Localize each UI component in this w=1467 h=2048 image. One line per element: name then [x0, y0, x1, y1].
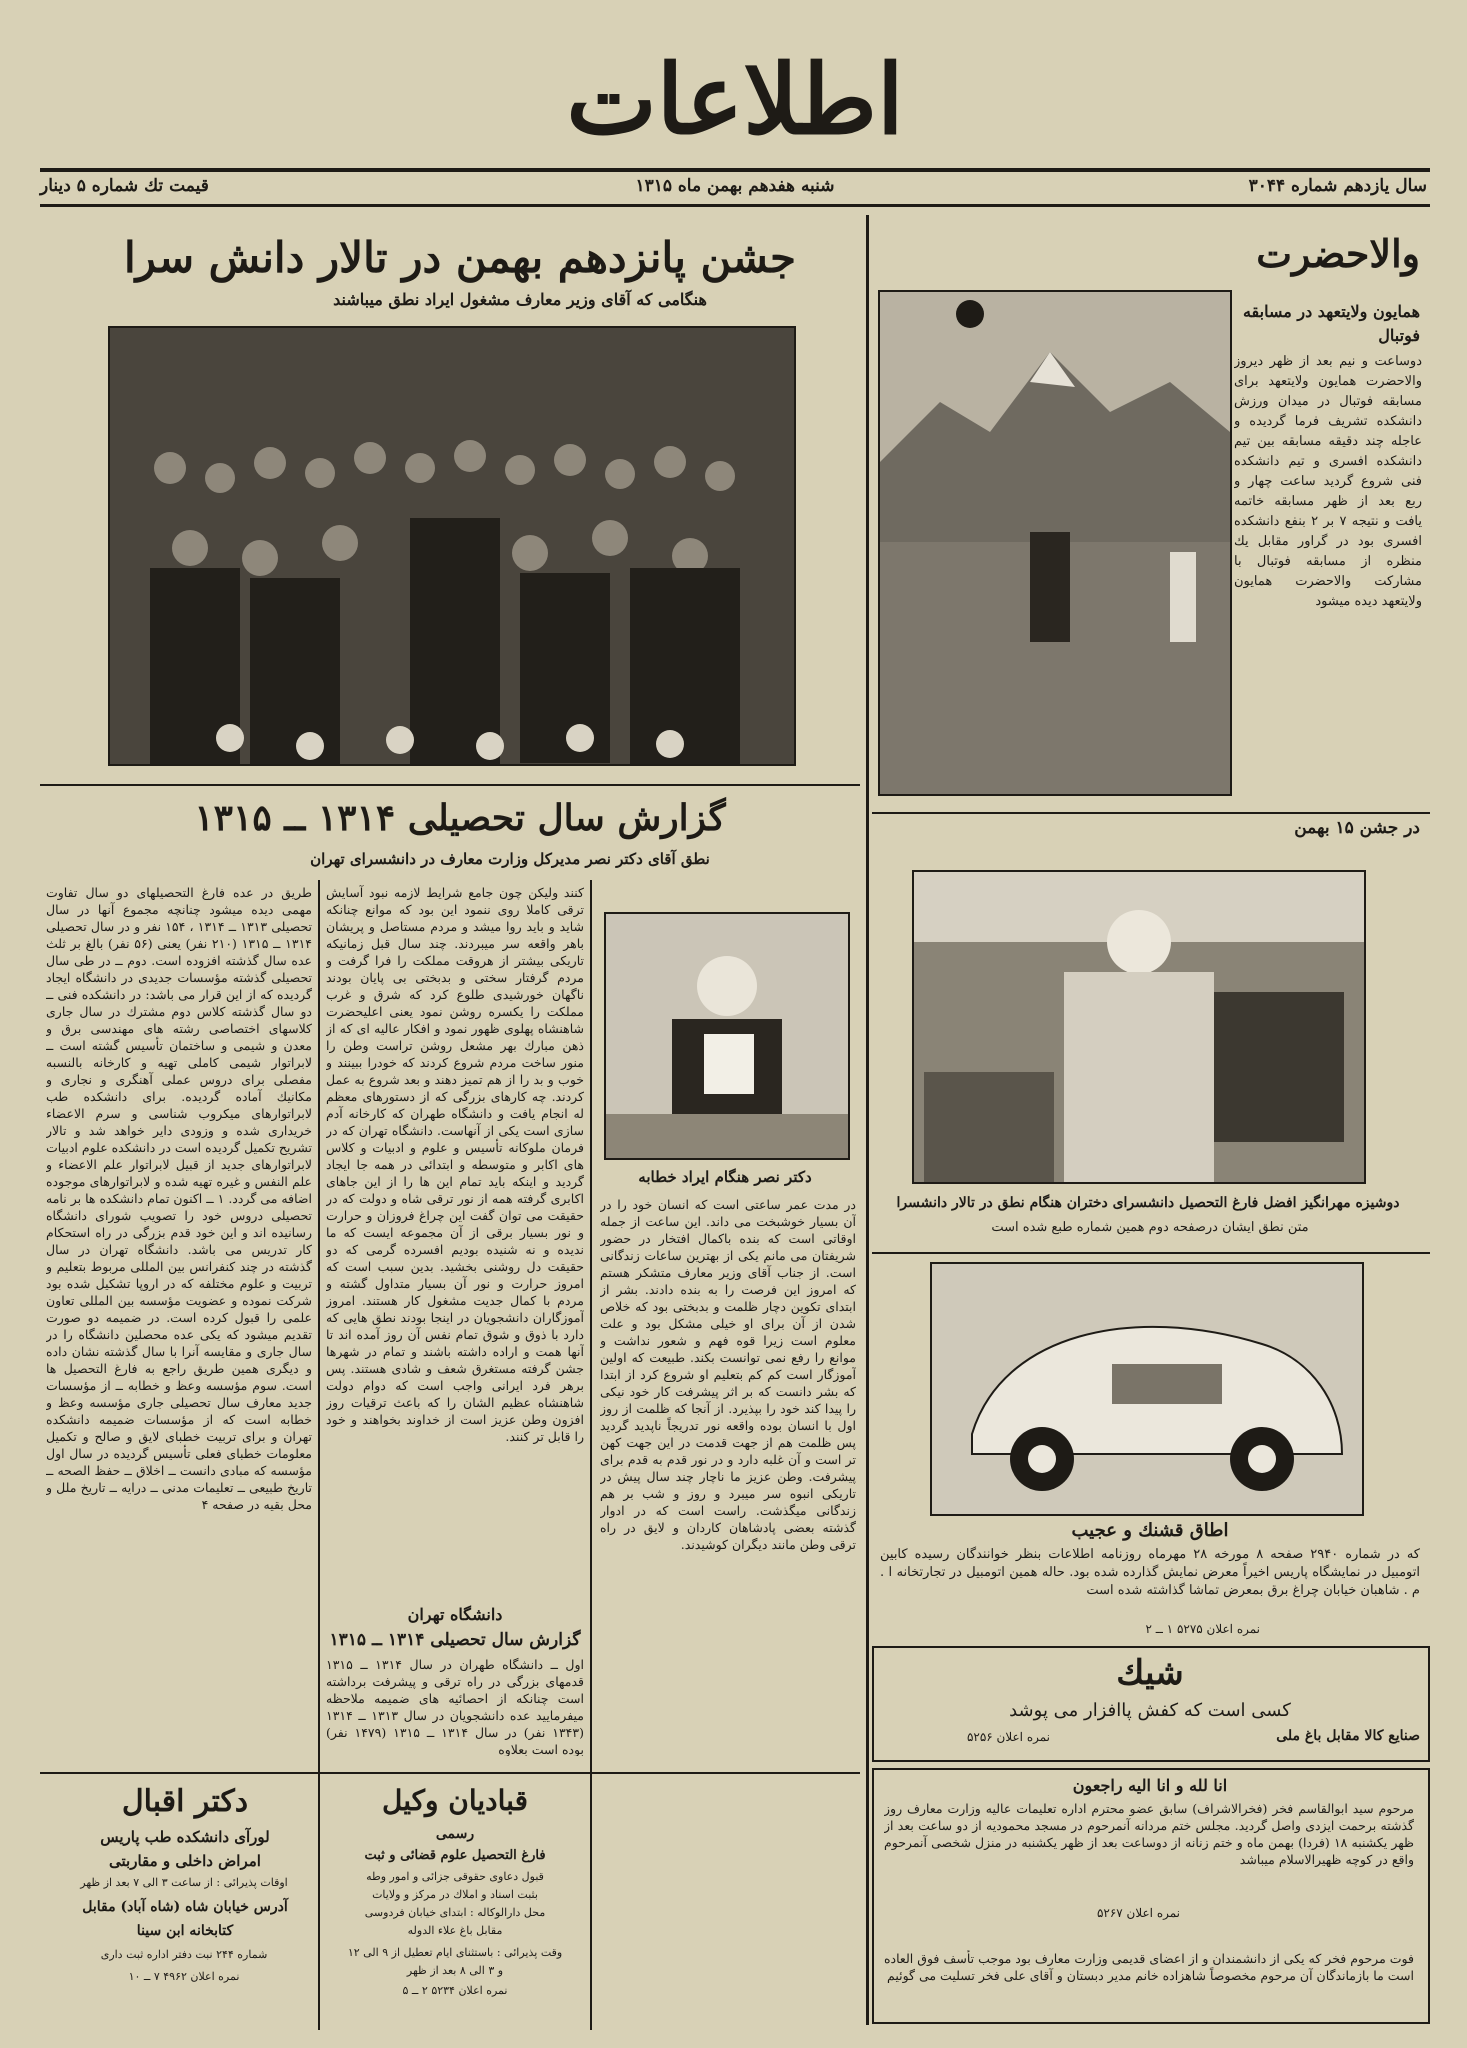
doctor-ad-line6: شماره ۲۴۴ نبت دفتر اداره ثبت داری — [100, 1948, 268, 1961]
report-column-right: طریق در عده فارغ التحصیلهای دو سال تفاوت مهمی دیده میشود چنانچه مجموع آنها در سال تحصیلی ۱۳۱۳ ــ ۱۳۱۴ ، ۱۵۴ نفر و در سال تحصیلی ۱۳۱۴ ــ ۱۳۱۵ (۲۱۰ نفر) یعنی (۵۶ نفر) بالغ بر ثلث عده سال گذشته افزوده است. دوم ــ در طی سال تحصیلی گذشته مؤسسات جدیدی در دانشگاه ایجاد گردیده که از این قرار می باشد: در دانشکده فنی ــ دو سال گذشته کلاس دوم مشترك در سال جاری کلاسهای اختصاصی رشته های مهندسی برق و معدن و شیمی و ساختمان تأسیس گشته است ــ لابراتوار شیمی کاملی تهیه و کارخانه بالنسبه مفصلی برای دروس عملی آهنگری و نجاری و مکانیك آماده گردیده. برای دانشکده طب لابراتوارهای میکروب شناسی و سرم الاعضاء خریداری شده و وزودی دایر خواهد شد و تالار تشریح تکمیل گردیده است در دانشکده علوم ادبیات لابراتوارهای جدید از قبیل لابراتوار علم الاعضاء و علم النفس و غیره تهیه شده و لابراتوارهای موجوده اضافه می گردد. ۱ ــ اکنون تمام دانشکده ها بر نامه تحصیلی دروس خود را تصویب شورای دانشگاه رسانیده اند و این خود قدم بزرگی در راه استحکام کار تدریس می باشد. دانشگاه تهران در سال گذشته در چند کنفرانس بین المللی مربوط بتعلیم و تربیت و علوم مختلفه که در اروپا تشکیل شده بود شرکت نموده و عضویت مؤسسه بین المللی تعاون علمی را قبول کرده است. در ضمیمه دو صورت تقدیم میشود که یکی عده محصلین دانشگاه را در سال جاری و مقایسه آنرا با سال گذشته نشان داده و دیگری همین طریق راجع به فارغ التحصیل ها است. سوم مؤسسه وعظ و خطابه ــ از مؤسسات جدید معارف سال تحصیلی جاری مؤسسه وعظ و خطابه است که از مؤسسات ضمیمه دانشکده تهران و برای تربیت خطبای لایق و صالح و تکمیل معلومات خطبای فعلی تأسیس گردیده در سال اول مؤسسه که مبادی دانست ــ اخلاق ــ حفظ الصحه ــ تاریخ طبیعی ــ تعلیمات مدنی ــ درایه ــ تاریخ ملل و محل بقیه در صفحه ۴ — [46, 885, 312, 1512]
sports-rule — [872, 812, 1430, 814]
masthead-rule-bottom — [40, 204, 1430, 207]
lawyer-ad-line1: رسمی — [435, 1826, 475, 1842]
lawyer-ad-line8: و ۳ الی ۸ بعد از ظهر — [406, 1964, 504, 1977]
doctor-ad-number: نمره اعلان ۴۹۶۲ ۷ ــ ۱۰ — [128, 1970, 240, 1983]
doctor-ad-line4: آدرس خیابان شاه (شاه آباد) مقابل — [82, 1899, 288, 1915]
lawyer-ad-line4: بثبت اسناد و املاك در مرکز و ولایات — [372, 1888, 538, 1901]
lawyer-ad-line7: وقت پذیرائی : باستثنای ایام تعطیل از ۹ الی ۱۲ — [347, 1946, 563, 1959]
lawyer-ad-line2: فارغ التحصیل علوم قضائی و ثبت — [364, 1848, 546, 1863]
main-story-title: جشن پانزدهم بهمن در تالار دانش سرا — [124, 233, 796, 282]
dr-nasr-photo — [604, 912, 850, 1160]
issue-number: سال یازدهم شماره ۳۰۴۴ — [1248, 176, 1427, 196]
doctor-ad-line3: اوقات پذیرائی : از ساعت ۳ الی ۷ بعد از ظهر — [80, 1876, 288, 1889]
football-photo — [878, 290, 1232, 796]
ads-rule — [40, 1772, 860, 1774]
celebration-rule — [872, 1252, 1430, 1254]
report-subtitle: نطق آقای دکتر نصر مدیرکل وزارت معارف در دانشسرای تهران — [310, 850, 710, 868]
lawyer-ad-title: قبادیان وکیل — [382, 1784, 528, 1817]
obituary-body: مرحوم سید ابوالقاسم فخر (فخرالاشراف) سابق عضو محترم اداره تعلیمات عالیه وزارت معارف روز گذشته برحمت ایزدی واصل گردید. مجلس ختم مردانه آنمرحوم در مسجد محمودیه از دو ساعت بعد از ظهر یکشنبه ۱۸ (فردا) بهمن ماه و ختم زنانه از دوساعت بعد از ظهر یکشنبه در منزل شخصی آنمرحوم واقع در کوچه ظهیرالاسلام میباشد — [884, 1801, 1414, 1867]
report-title: گزارش سال تحصیلی ۱۳۱۴ ــ ۱۳۱۵ — [194, 797, 726, 839]
report-rule-top — [40, 784, 860, 786]
lawyer-ad-number: نمره اعلان ۵۲۳۴ ۲ ــ ۵ — [402, 1984, 508, 1997]
celebration-caption: دوشیزه مهرانگیز افضل فارغ التحصیل دانشسرای دختران هنگام نطق در تالار دانشسرا — [896, 1195, 1400, 1211]
ceremony-photo — [108, 326, 796, 766]
doctor-ad-line1: لورآی دانشکده طب پاریس — [100, 1828, 270, 1846]
issue-date: شنبه هفدهم بهمن ماه ۱۳۱۵ — [635, 176, 835, 196]
obituary-title: انا لله و انا الیه راجعون — [1072, 1776, 1228, 1795]
report-column-middle: کنند ولیکن چون جامع شرایط لازمه نبود آسایش ترقی کاملا روی ننمود این بود که موانع چنانکه شاید و باید روا میشد و مردم مستاصل و پریشان باهر واقعه سر میبردند. چند سال قبل زمانیکه تاریکی بیشتر از هروقت مملکت را فرا گرفت و مردم گرفتار سختی و بدبختی بی پایان بودند ناگهان خورشیدی طلوع کرد که شرق و غرب مملکت را یکسره روشن نمود یعنی اعلیحضرت شاهنشاه پهلوی ظهور نمود و افکار عالیه ای که از ذهن مبارك بهر مشعل روشن تراست وطن را منور ساخت مردم شروع کردند که خودرا ببینند و خوب و بد را از هم تمیز دهند و بعد شروع به عمل کردند. چه کارهای بزرگی که از دستورهای معظم له انجام یافت و دانشگاه طهران که کارخانه آدم سازی است یکی از آنهاست. دانشگاه تهران که در فرمان ملوکانه تأسیس و علوم و ادبیات و کلاس های اکابر و متوسطه و ابتدائی در همه جا ایجاد گردید و اینکه باید تمام این ها را از این جاهای اکابری گرفته همه از نور ترقی شاه و دولت که در حقیقت می توان گفت این چراغ فروزان و حرارت و نور بسیار برقی از آن مجموعه ایست که ما ندیده و نه شنیده بودیم افسرده گرمی که دو حقیقت دل روشنی بخشید. بدین سبب است که امروز حرارت و نور آن بسیار متداول گشته و مردم با کمال جدیت مشغول کار هستند. امروز آموزگاران دانشجویان در اینجا بودند نطق هایی که دارد با ذوق و شوق تمام نفس آن روز آمده اند تا آنها همت و اراده داشته باشند و تمام در شهرها جشن گرفته مستغرق شعف و شادی هستند. پس برهر فرد ایرانی واجب است که دوام دولت شاهنشاه عظیم الشان را که باعث ترقیات روز افزون وطن عزیز است از خداوند بخواهند و خود را قابل تر کنند. — [326, 885, 584, 1444]
car-title: اطاق قشنك و عجیب — [1071, 1520, 1229, 1541]
lawyer-ad-line3: قبول دعاوی حقوقی جزائی و امور وطه — [366, 1870, 544, 1883]
sports-title: والاحضرت — [1256, 231, 1420, 276]
student-speaker-photo — [912, 870, 1366, 1184]
doctor-ad-line5: کتابخانه ابن سینا — [136, 1923, 234, 1939]
doctor-ad-line2: امراض داخلی و مقاربتی — [109, 1852, 261, 1870]
lawyer-ad-line5: محل دارالوکاله : ابتدای خیابان فردوسی — [364, 1906, 546, 1919]
car-caption: که در شماره ۲۹۴۰ صفحه ۸ مورخه ۲۸ مهرماه روزنامه اطلاعات بنظر خوانندگان رسیده کابین اتومبیل در نمایشگاه پاریس اخیراً معرض نمایش گذارده شده بود. حاله همین اتومبیل در تجارتخانه ا . م . شاهبان خیابان چراغ برق بمعرض تماشا گذاشته شده است — [880, 1547, 1420, 1598]
shoes-ad-line2: صنایع کالا مقابل باغ ملی — [1276, 1728, 1420, 1744]
report-stats-subtitle: گزارش سال تحصیلی ۱۳۱۴ ــ ۱۳۱۵ — [329, 1630, 581, 1650]
column-divider-main — [866, 215, 869, 2025]
shoes-ad-number: نمره اعلان ۵۲۵۶ — [966, 1730, 1050, 1744]
lawyer-ad-line6: مقابل باغ علاء الدوله — [407, 1924, 503, 1937]
shoes-ad-title: شیك — [1116, 1653, 1184, 1693]
issue-price: قیمت تك شماره ۵ دینار — [40, 176, 209, 196]
report-stats-title: دانشگاه تهران — [407, 1605, 503, 1624]
sports-subtitle: همایون ولایتعهد در مسابقه فوتبال — [1242, 302, 1420, 345]
main-story-subtitle: هنگامی که آقای وزیر معارف مشغول ایراد نطق میباشند — [333, 290, 707, 309]
car-photo — [930, 1262, 1364, 1516]
sports-body: دوساعت و نیم بعد از ظهر دیروز والاحضرت همایون ولایتعهد برای مسابقه فوتبال در میدان ورزش دانشکده تشریف فرما گردیده و عاجله چند دقیقه مسابقه بین تیم دانشکده افسری و تیم دانشکده فنی شروع گردید ساعت چهار و ربع بعد از ظهر مسابقه خاتمه یافت و نتیجه ۷ بر ۲ بنفع دانشکده افسری بود در گراور مقابل یك منظره از مسابقه فوتبال با مشارکت والاحضرت همایون ولایتعهد دیده میشود — [1234, 354, 1422, 609]
speech-column: در مدت عمر ساعتی است که انسان خود را در آن بسیار خوشبخت می داند. این ساعت از جمله اوقاتی است که بنده باکمال افتخار در حضور شریفتان می مانم یکی از بهترین ساعات زندگانی است. از جناب آقای وزیر معارف متشکر هستم که امروز این فرصت را به بنده دادند. بشر از ابتدای تکوین دچار ظلمت و بدبختی بود که خلاص شدن از آن برای او خیلی مشکل بود و علت معلوم است زیرا قوه فهم و شعور نداشت و موانع را رفع نمی توانست بکند. طبیعت که اولین آموزگار است کم کم بتعلیم او شروع کرد از ابتدا که بشر دانست که بر اثر پیشرفت کار خود نیکی را پیدا کند خود را بپذیرد. از آنجا که ظلمت از روز اول با انسان بوده واقعه نور تدریجاً ناپدید گردید پس ظلمت هم از جهت قدمت در این جهت کهن تر است و آن غلبه دارد و در نور قدم به قدم برای پیشرفت. وطن عزیز ما ناچار چند سال پیش در تاریکی انبوه سر میبرد و روز و شب بر هم زندگانی میگذشت. راست است که در ادوار گذشته بعضی پادشاهان کاردان و لایق در راه ترقی وطن مانند دیگران کوشیدند. — [600, 1197, 856, 1552]
dr-nasr-caption: دکتر نصر هنگام ایراد خطابه — [638, 1168, 812, 1186]
obituary-body2: فوت مرحوم فخر که یکی از دانشمندان و از اعضای قدیمی وزارت معارف بود موجب تأسف فوق العاده است ما بازماندگان آن مرحوم مخصوصاً شاهزاده خانم مدیر دبستان و آقای علی فخر تسلیت می گوئیم — [884, 1951, 1414, 1983]
celebration-header: در جشن ۱۵ بهمن — [1294, 818, 1420, 838]
obituary-ad-number: نمره اعلان ۵۲۶۷ — [1096, 1906, 1180, 1920]
car-ad-number: نمره اعلان ۵۲۷۵ ۱ ــ ۲ — [1145, 1622, 1260, 1636]
shoes-ad-line1: کسی است که کفش پاافزار می پوشد — [1009, 1700, 1291, 1721]
column-divider-report-b — [590, 880, 592, 2030]
masthead-rule-top — [40, 168, 1430, 172]
celebration-caption-note: متن نطق ایشان درصفحه دوم همین شماره طبع شده است — [991, 1220, 1309, 1235]
masthead-title: اطلاعات — [566, 43, 904, 156]
doctor-ad-title: دکتر اقبال — [121, 1784, 249, 1819]
report-stats-body: اول ــ دانشگاه طهران در سال ۱۳۱۴ ــ ۱۳۱۵ قدمهای بزرگی در راه ترقی و پیشرفت برداشته است چنانکه از احصائیه های ضمیمه ملاحظه میفرمایید عده دانشجویان در سال ۱۳۱۳ ــ ۱۳۱۴ (۱۳۴۳ نفر) در سال ۱۳۱۴ ــ ۱۳۱۵ (۱۴۷۹ نفر) بوده است بعلاوه — [326, 1657, 584, 1756]
